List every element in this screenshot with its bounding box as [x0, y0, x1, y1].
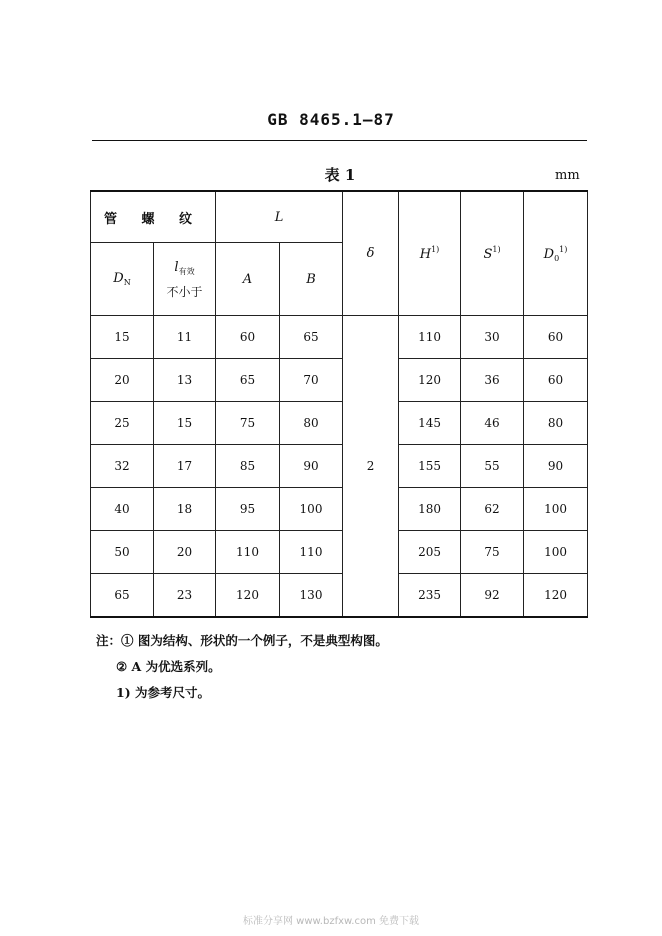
header-S: $S^{1)}$: [461, 191, 524, 316]
cell-b: 70: [280, 359, 343, 402]
header-delta: δ: [343, 191, 399, 316]
cell-dn: 25: [91, 402, 154, 445]
cell-h: 155: [399, 445, 461, 488]
header-DN: $D_N$: [91, 243, 154, 316]
cell-s: 92: [461, 574, 524, 618]
header-L: L: [216, 191, 343, 243]
header-H: $H^{1)}$: [399, 191, 461, 316]
table-unit: mm: [555, 168, 580, 183]
header-l-effective: $l_{有效}$ 不小于: [154, 243, 216, 316]
cell-d0: 120: [524, 574, 588, 618]
cell-l: 23: [154, 574, 216, 618]
cell-a: 85: [216, 445, 280, 488]
cell-s: 30: [461, 316, 524, 359]
cell-a: 95: [216, 488, 280, 531]
cell-a: 60: [216, 316, 280, 359]
cell-h: 120: [399, 359, 461, 402]
cell-l: 15: [154, 402, 216, 445]
cell-l: 13: [154, 359, 216, 402]
standard-code: GB 8465.1—87: [267, 110, 395, 129]
table-row: [91, 531, 588, 574]
cell-d0: 60: [524, 316, 588, 359]
cell-a: 110: [216, 531, 280, 574]
cell-a: 65: [216, 359, 280, 402]
note-item: ② A 为优选系列。: [116, 659, 221, 674]
cell-dn: 50: [91, 531, 154, 574]
table-title: 表 1: [324, 166, 356, 184]
cell-b: 100: [280, 488, 343, 531]
cell-dn: 32: [91, 445, 154, 488]
cell-s: 55: [461, 445, 524, 488]
cell-d0: 100: [524, 531, 588, 574]
cell-b: 110: [280, 531, 343, 574]
table-row: [91, 488, 588, 531]
cell-l: 20: [154, 531, 216, 574]
cell-a: 120: [216, 574, 280, 618]
cell-b: 80: [280, 402, 343, 445]
header-rule: [92, 140, 587, 141]
cell-delta: 2: [343, 316, 399, 618]
cell-h: 205: [399, 531, 461, 574]
cell-dn: 40: [91, 488, 154, 531]
cell-dn: 15: [91, 316, 154, 359]
cell-d0: 90: [524, 445, 588, 488]
spec-table: [90, 190, 588, 618]
header-D0: $D_0^{1)}$: [524, 191, 588, 316]
table-row: [91, 574, 588, 618]
cell-s: 75: [461, 531, 524, 574]
cell-l: 17: [154, 445, 216, 488]
cell-d0: 100: [524, 488, 588, 531]
cell-h: 180: [399, 488, 461, 531]
cell-a: 75: [216, 402, 280, 445]
cell-b: 130: [280, 574, 343, 618]
footer-watermark: 标准分享网 www.bzfxw.com 免费下载: [243, 916, 419, 927]
cell-h: 145: [399, 402, 461, 445]
header-pipe-thread: 管 螺 纹: [91, 191, 216, 243]
cell-s: 36: [461, 359, 524, 402]
cell-dn: 20: [91, 359, 154, 402]
table-row: [91, 316, 588, 359]
cell-h: 110: [399, 316, 461, 359]
table-row: [91, 402, 588, 445]
cell-d0: 60: [524, 359, 588, 402]
cell-b: 65: [280, 316, 343, 359]
note-item: 注：① 图为结构、形状的一个例子，不是典型构图。: [96, 633, 388, 648]
note-item: 1) 为参考尺寸。: [116, 685, 210, 700]
cell-l: 11: [154, 316, 216, 359]
cell-h: 235: [399, 574, 461, 618]
table-row: [91, 359, 588, 402]
cell-l: 18: [154, 488, 216, 531]
cell-dn: 65: [91, 574, 154, 618]
cell-d0: 80: [524, 402, 588, 445]
table-row: [91, 445, 588, 488]
cell-s: 62: [461, 488, 524, 531]
header-B: B: [280, 243, 343, 316]
header-A: A: [216, 243, 280, 316]
cell-b: 90: [280, 445, 343, 488]
notes: [96, 628, 388, 706]
cell-s: 46: [461, 402, 524, 445]
